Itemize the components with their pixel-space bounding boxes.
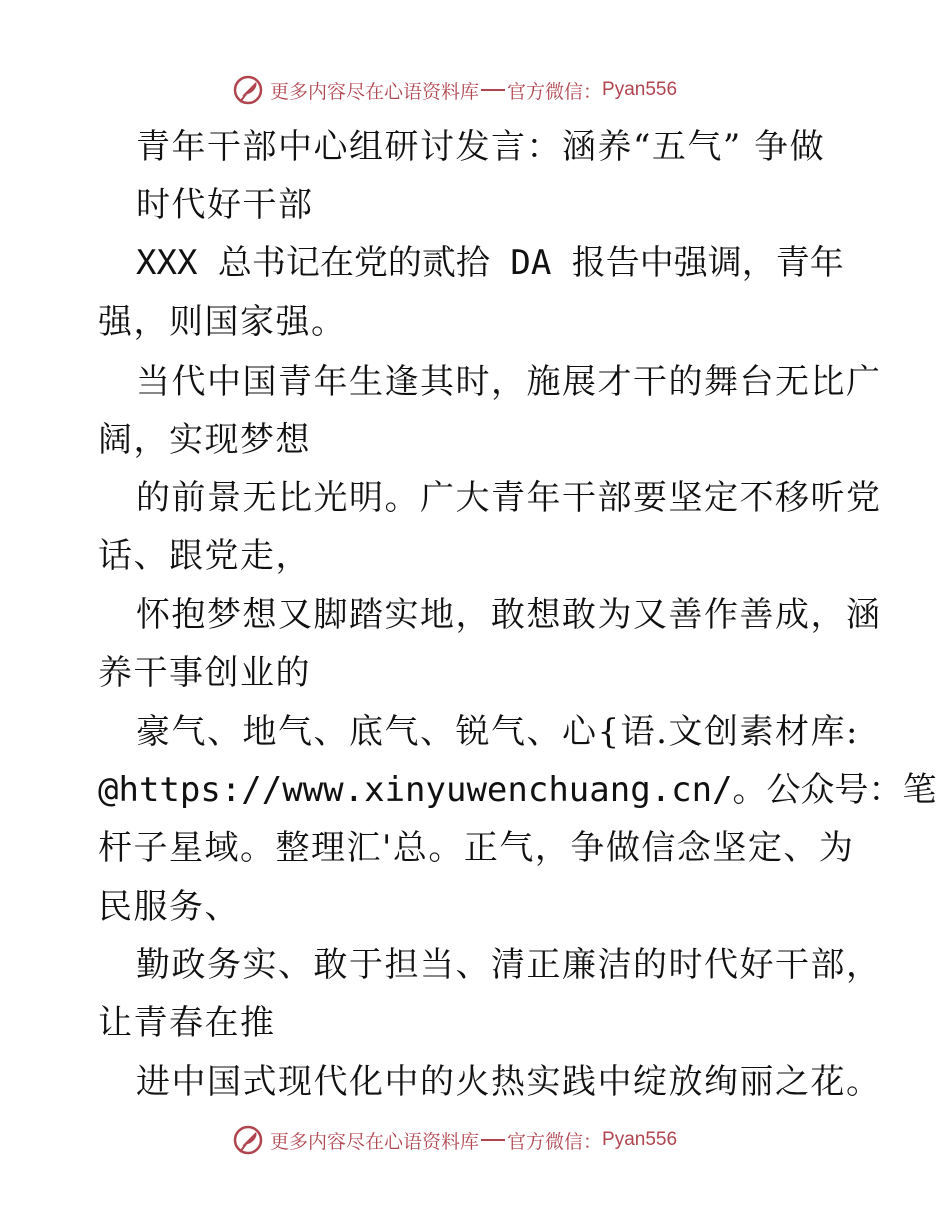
paragraph-4-line-2: 养干事创业的: [98, 653, 311, 693]
paragraph-6-line-2: 让青春在推: [98, 1003, 276, 1043]
watermark-site-text: 更多内容尽在心语资料库: [270, 1130, 480, 1153]
paragraph-4-line-1: 怀抱梦想又脚踏实地，敢想敢为又善作善成，涵: [136, 595, 882, 635]
paragraph-3-line-2: 话、跟党走，: [98, 536, 311, 576]
watermark-dash: [481, 1139, 505, 1141]
paragraph-5-line-2: @https://www.xinyuwenchuang.cn/。公众号：笔: [98, 770, 937, 810]
watermark-wechat-id: Pyan556: [602, 1129, 678, 1150]
paragraph-2-line-2: 阔，实现梦想: [98, 420, 311, 460]
paragraph-2-line-1: 当代中国青年生逢其时，施展才干的舞台无比广: [136, 362, 882, 402]
title-line-1: 青年干部中心组研讨发言：涵养“五气” 争做: [136, 127, 826, 167]
paragraph-5-line-1: 豪气、地气、底气、锐气、心{语.文创素材库:: [136, 712, 859, 752]
paragraph-7-line-1: 进中国式现代化中的火热实践中绽放绚丽之花。: [136, 1062, 882, 1102]
watermark-suffix-text: 官方微信：: [507, 1130, 603, 1153]
watermark-wechat-id: Pyan556: [602, 79, 678, 100]
feather-logo-icon: [232, 1124, 264, 1156]
watermark-suffix-text: 官方微信：: [507, 80, 603, 103]
paragraph-5-line-4: 民服务、: [98, 887, 240, 927]
paragraph-5-line-3: 杆子星域。整理汇'总。正气，争做信念坚定、为: [98, 828, 855, 868]
paragraph-3-line-1: 的前景无比光明。广大青年干部要坚定不移听党: [136, 478, 882, 518]
footer-watermark: [232, 1122, 677, 1158]
title-line-2: 时代好干部: [136, 185, 314, 225]
paragraph-1-text: XXX 总书记在党的贰拾 DA 报告中强调，青年: [136, 243, 844, 283]
watermark-site-text: 更多内容尽在心语资料库: [270, 80, 480, 103]
paragraph-1-line-2: 强，则国家强。: [98, 302, 347, 342]
paragraph-1-line-1: [0, 243, 950, 283]
paragraph-6-line-1: 勤政务实、敢于担当、清正廉洁的时代好干部，: [136, 945, 882, 985]
